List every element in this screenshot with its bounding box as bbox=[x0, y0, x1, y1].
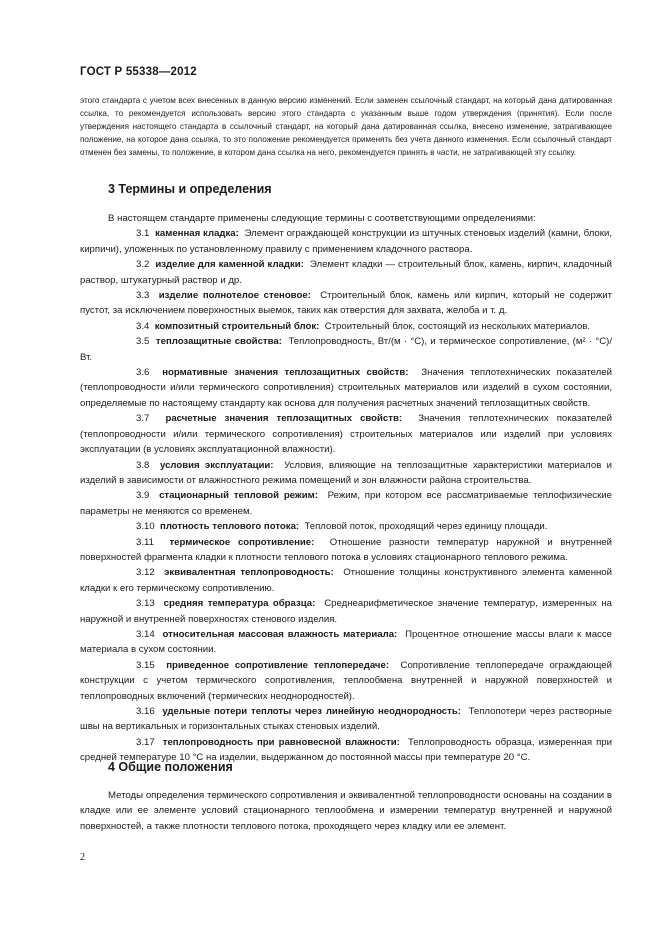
term-number: 3.15 bbox=[136, 659, 155, 671]
term-name: приведенное сопротивление теплопередаче: bbox=[166, 659, 390, 671]
term-name: изделие для каменной кладки: bbox=[155, 259, 304, 271]
intro-paragraph bbox=[80, 94, 612, 159]
term-definition: Среднеарифметическое значение температур, измеренных на наружной и внутренней поверхностях стенового изделия. bbox=[80, 598, 612, 625]
term-name: удельные потери теплоты через линейную неоднородность: bbox=[162, 706, 461, 717]
term-name: плотность теплового потока: bbox=[160, 521, 300, 533]
term-name: эквивалентная теплопроводность: bbox=[164, 567, 334, 579]
term-entry bbox=[80, 257, 612, 288]
term-definition: Значения теплотехнических показателей (теплопроводности и/или термического сопротивления) строительных материалов или изделий в сухом состоянии, определяемые по настоящему стандарту как основа для получения расчетных значений теплозащитных свойств. bbox=[80, 367, 612, 409]
term-name: средняя температура образца: bbox=[163, 598, 316, 610]
term-number: 3.8 bbox=[136, 459, 150, 471]
term-name: изделие полнотелое стеновое: bbox=[158, 290, 311, 302]
term-definition: Строительный блок, состоящий из нескольких материалов. bbox=[324, 320, 591, 332]
document-header: ГОСТ Р 55338—2012 bbox=[80, 66, 197, 78]
term-definition: Элемент кладки — строительный блок, камень, кирпич, кладочный раствор, штукатурный раствор и др. bbox=[80, 259, 612, 286]
term-number: 3.10 bbox=[136, 521, 155, 533]
term-entry bbox=[80, 627, 612, 658]
term-entry bbox=[80, 288, 612, 319]
term-definition: Значения теплотехнических показателей (теплопроводности и/или термического сопротивления) строительных материалов или изделий при условиях эксплуатации (в условиях эксплуатационной влажности). bbox=[80, 413, 612, 456]
term-definition: Отношение разности температур наружной и внутренней поверхностей фрагмента кладки к плотности теплового потока в условиях стационарного теплового режима. bbox=[80, 536, 612, 563]
term-definition: Теплопроводность, Вт/(м · °С), и термическое сопротивление, (м² · °С)/Вт. bbox=[80, 336, 612, 363]
term-name: нормативные значения теплозащитных свойств: bbox=[162, 367, 409, 379]
term-entry bbox=[80, 535, 612, 566]
term-name: условия эксплуатации: bbox=[159, 459, 274, 471]
term-name: теплозащитные свойства: bbox=[155, 336, 282, 348]
term-name: расчетные значения теплозащитных свойств: bbox=[165, 413, 403, 425]
term-definition: Режим, при котором все рассматриваемые теплофизические параметры не меняются со временем. bbox=[80, 490, 612, 517]
term-definition: Условия, влияющие на теплозащитные характеристики материалов и изделий в зависимости от влажностного режима помещений и зон влажности района строительства. bbox=[80, 459, 612, 486]
section-4-body bbox=[80, 788, 612, 834]
term-name: термическое сопротивление: bbox=[169, 536, 315, 548]
term-entry bbox=[80, 596, 612, 627]
term-name: относительная массовая влажность материала: bbox=[162, 628, 398, 640]
term-definition: Тепловой поток, проходящий через единицу площади. bbox=[304, 521, 548, 533]
term-number: 3.1 bbox=[136, 228, 150, 240]
terms-list bbox=[80, 226, 612, 765]
term-number: 3.2 bbox=[136, 259, 150, 271]
term-number: 3.11 bbox=[136, 536, 154, 548]
term-entry bbox=[80, 704, 612, 735]
term-number: 3.3 bbox=[136, 290, 150, 302]
term-number: 3.9 bbox=[136, 490, 150, 502]
term-entry bbox=[80, 319, 612, 334]
term-number: 3.12 bbox=[136, 567, 155, 579]
term-entry bbox=[80, 488, 612, 519]
term-entry bbox=[80, 365, 612, 411]
term-number: 3.6 bbox=[136, 367, 150, 379]
section-3-title: 3 Термины и определения bbox=[108, 182, 272, 196]
term-entry bbox=[80, 226, 612, 257]
term-entry bbox=[80, 519, 612, 534]
term-number: 3.14 bbox=[136, 628, 155, 640]
term-entry bbox=[80, 658, 612, 704]
term-name: стационарный тепловой режим: bbox=[159, 490, 318, 502]
term-definition: Процентное отношение массы влаги к массе материала в сухом состоянии. bbox=[80, 628, 612, 656]
term-name: каменная кладка: bbox=[155, 228, 239, 240]
term-definition: Строительный блок, камень или кирпич, который не содержит пустот, за исключением поверхностных выемок, таких как отверстия для захвата, желоба и т. д. bbox=[80, 290, 612, 317]
page-number: 2 bbox=[80, 852, 85, 863]
term-number: 3.7 bbox=[136, 413, 150, 425]
term-number: 3.13 bbox=[136, 598, 155, 610]
term-definition: Отношение толщины конструктивного элемента каменной кладки к его термическому сопротивлению. bbox=[80, 567, 612, 594]
term-name: композитный строительный блок: bbox=[154, 320, 320, 332]
section-4-title: 4 Общие положения bbox=[108, 760, 233, 774]
section-3-lead: В настоящем стандарте применены следующие термины с соответствующими определениями: bbox=[108, 213, 536, 224]
term-definition: Сопротивление теплопередаче ограждающей конструкции с учетом термического сопротивления, теплообмена внутренней и наружной поверхностей и теплопроводных включений (термических неоднородностей). bbox=[80, 659, 612, 702]
term-number: 3.5 bbox=[136, 336, 150, 348]
term-number: 3.17 bbox=[136, 736, 155, 748]
section-4-text: Методы определения термического сопротивления и эквивалентной теплопроводности основаны на создании в кладке или ее элементе условий стационарного теплообмена и измерении температур внутренней и наружной поверхностей, а также плотности теплового потока, проходящего через кладку или ее элемент. bbox=[80, 790, 612, 832]
term-definition: Теплопроводность образца, измеренная при средней температуре 10 °С на изделии, выдержанном до постоянной массы при температуре 20 °С. bbox=[80, 736, 612, 764]
term-entry bbox=[80, 411, 612, 457]
section-3-body bbox=[80, 211, 612, 766]
term-number: 3.4 bbox=[136, 320, 150, 332]
term-name: теплопроводность при равновесной влажности: bbox=[162, 736, 400, 748]
term-definition: Теплопотери через растворные швы на вертикальных и горизонтальных стыках стеновых изделий. bbox=[80, 706, 612, 733]
term-number: 3.16 bbox=[136, 706, 155, 717]
intro-text: этого стандарта с учетом всех внесенных в данную версию изменений. Если заменен ссылочный стандарт, на который дана датированная ссылка, то рекомендуется использовать версию этого стандарта с указанным выше годом утверждения (принятия). Если после утверждения настоящего стандарта в ссылочный стандарт, на который дана датированная ссылка, внесено изменение, затрагивающее положение, на которое дана ссылка, то это положение рекомендуется применять без учета данного изменения. Если ссылочный стандарт отменен без замены, то положение, в котором дана ссылка на него, рекомендуется принять в части, не затрагивающей эту ссылку. bbox=[80, 96, 612, 157]
term-entry bbox=[80, 565, 612, 596]
term-entry bbox=[80, 458, 612, 489]
term-definition: Элемент ограждающей конструкции из штучных стеновых изделий (камни, блоки, кирпичи), уложенных по установленному правилу с применением кладочного раствора. bbox=[80, 228, 612, 255]
term-entry bbox=[80, 334, 612, 365]
